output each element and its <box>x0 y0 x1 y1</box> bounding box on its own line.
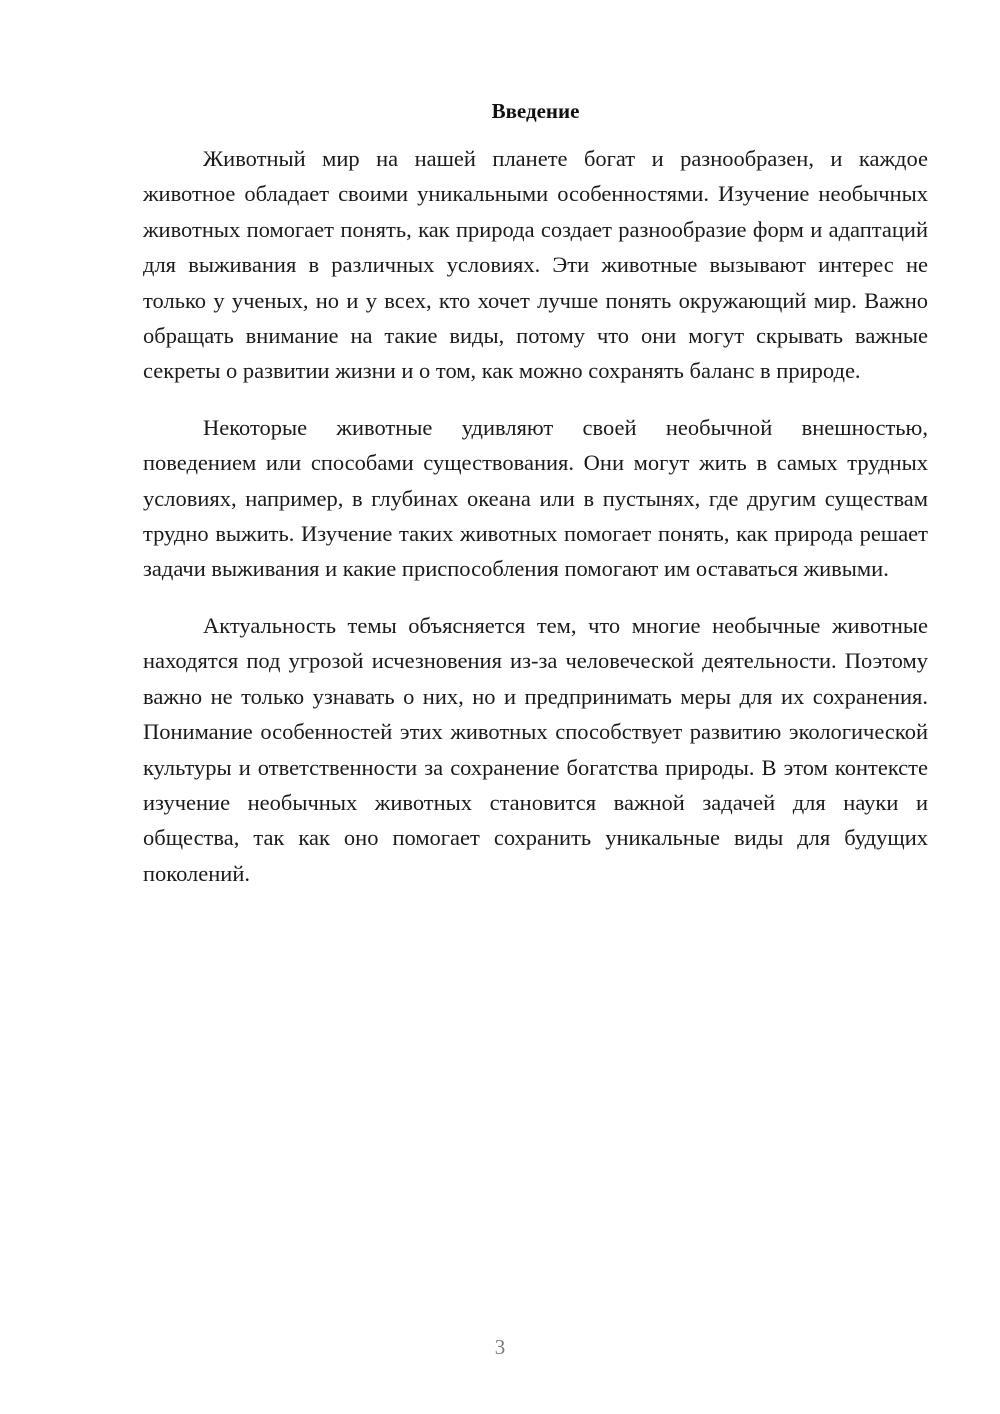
paragraph-relevance: Актуальность темы объясняется тем, что многие необычные животные находятся под угрозой исчезновения из-за человеческой деятельности. Поэтому важно не только узнавать о них, но и предпринимать меры для их сохранения. Понимание особенностей этих животных способствует развитию экологической культуры и ответственности за сохранение богатства природы. В этом контексте изучение необычных животных становится важной задачей для науки и общества, так как оно помогает сохранить уникальные виды для будущих поколений. <box>143 612 928 886</box>
section-title: Введение <box>491 99 580 123</box>
page-content <box>143 96 928 912</box>
paragraph-adaptations: Некоторые животные удивляют своей необычной внешностью, поведением или способами существования. Они могут жить в самых трудных условиях, например, в глубинах океана или в пустынях, где другим существам трудно выжить. Изучение таких животных помогает понять, как природа решает задачи выживания и какие приспособления помогают им оставаться живыми. <box>143 414 928 582</box>
page-number: 3 <box>494 1335 506 1359</box>
paragraph-intro: Животный мир на нашей планете богат и разнообразен, и каждое животное обладает своими уникальными особенностями. Изучение необычных животных помогает понять, как природа создает разнообразие форм и адаптаций для выживания в различных условиях. Эти животные вызывают интерес не только у ученых, но и у всех, кто хочет лучше понять окружающий мир. Важно обращать внимание на такие виды, потому что они могут скрывать важные секреты о развитии жизни и о том, как можно сохранять баланс в природе. <box>143 146 928 384</box>
